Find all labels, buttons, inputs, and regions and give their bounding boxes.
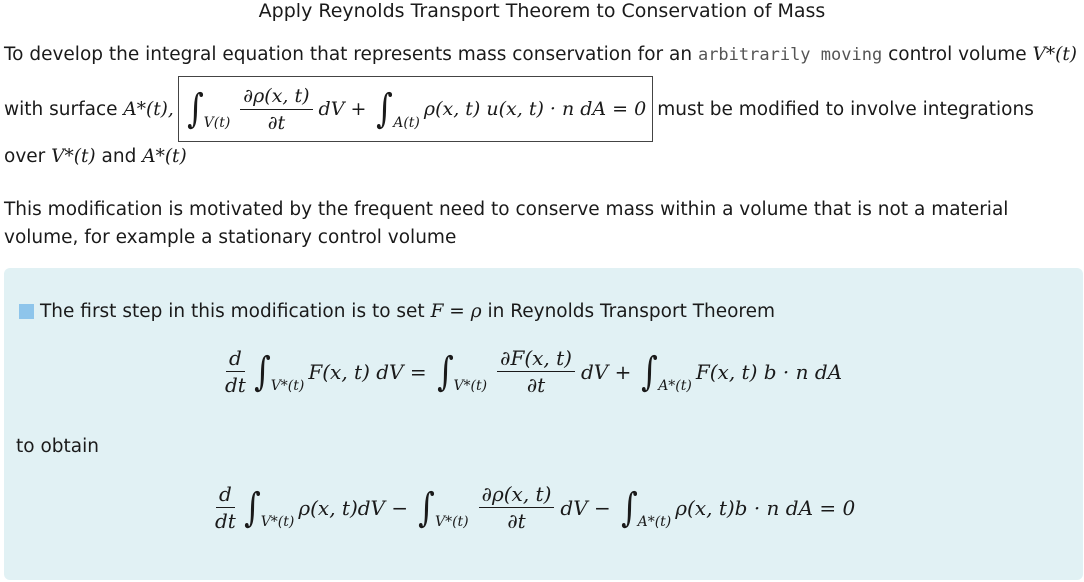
- integral-symbol: ∫ V*(t): [243, 484, 295, 531]
- integral-limit: V(t): [203, 115, 231, 131]
- obtain-text: to obtain: [16, 436, 99, 457]
- integral-symbol: ∫ A(t): [376, 86, 420, 132]
- bullet-square-icon: [19, 304, 34, 319]
- fraction-denominator: ∂t: [507, 509, 526, 533]
- fraction-numerator: ∂ρ(x, t): [240, 84, 312, 110]
- integral-limit: V*(t): [453, 377, 488, 394]
- fraction-denominator: ∂t: [526, 373, 546, 397]
- intro-text: and: [101, 146, 137, 167]
- derivative-fraction: [225, 346, 246, 397]
- intro-text: with surface: [4, 98, 118, 120]
- math-variable: A*(t): [142, 146, 187, 167]
- equation-term: F(x, t) b · n dA: [695, 359, 843, 384]
- step-text: in Reynolds Transport Theorem: [487, 301, 776, 322]
- intro-line-1: [4, 44, 1077, 65]
- step-heading: [19, 301, 775, 322]
- fraction-numerator: ∂ρ(x, t): [479, 482, 555, 508]
- fraction-denominator: dt: [215, 509, 236, 533]
- fraction: [497, 346, 575, 397]
- intro-line-2: [4, 76, 1034, 142]
- fraction-numerator: d: [226, 346, 245, 372]
- math-variable: A*(t),: [123, 98, 174, 120]
- equation-term: F(x, t) dV =: [308, 359, 427, 384]
- inline-code: arbitrarily moving: [697, 45, 883, 65]
- integral-symbol: ∫ V(t): [186, 86, 231, 132]
- fraction-denominator: ∂t: [267, 111, 286, 134]
- integral-limit: V*(t): [260, 513, 295, 530]
- equation-term: dV +: [318, 98, 367, 120]
- fraction-numerator: ∂F(x, t): [497, 346, 575, 372]
- fraction-numerator: d: [216, 482, 235, 508]
- integral-symbol: ∫ A*(t): [641, 348, 692, 395]
- reynolds-transport-equation: [219, 346, 842, 397]
- integral-symbol: ∫ V*(t): [418, 484, 469, 531]
- fraction: [240, 84, 312, 135]
- intro-line-3: [4, 146, 187, 167]
- integral-limit: A*(t): [658, 377, 692, 394]
- fraction: [479, 482, 555, 533]
- motivation-paragraph: This modification is motivated by the frequent need to conserve mass within a volume that is not a material volume, for example a stationary control volume: [4, 199, 1009, 248]
- integral-limit: A(t): [393, 115, 420, 131]
- derivative-fraction: [215, 482, 236, 533]
- equation-term: ρ(x, t)b · n dA = 0: [675, 495, 856, 520]
- equation-term: dV −: [560, 495, 611, 520]
- step-panel: [4, 268, 1083, 580]
- intro-text: over: [4, 146, 46, 167]
- step-text: The first step in this modification is to set: [40, 301, 425, 322]
- math-variable: V*(t): [1032, 44, 1077, 65]
- intro-text: must be modified to involve integrations: [657, 98, 1034, 120]
- math-variable: V*(t): [51, 146, 96, 167]
- page-title: Apply Reynolds Transport Theorem to Conservation of Mass: [258, 0, 826, 22]
- integral-limit: A*(t): [637, 513, 672, 530]
- equation-term: ρ(x, t) u(x, t) · n dA = 0: [423, 98, 647, 120]
- boxed-equation: [178, 76, 653, 142]
- intro-text: To develop the integral equation that represents mass conservation for an: [4, 44, 693, 65]
- intro-text: control volume: [888, 44, 1027, 65]
- integral-symbol: ∫ A*(t): [620, 484, 672, 531]
- integral-symbol: ∫ V*(t): [253, 348, 305, 395]
- equation-term: dV +: [580, 359, 632, 384]
- integral-symbol: ∫ V*(t): [436, 348, 488, 395]
- equation-term: ρ(x, t)dV −: [298, 495, 409, 520]
- fraction-denominator: dt: [225, 373, 246, 397]
- integral-limit: V*(t): [270, 377, 305, 394]
- integral-limit: V*(t): [434, 513, 469, 530]
- mass-conservation-equation: [209, 482, 855, 533]
- math-expression: F = ρ: [430, 301, 482, 322]
